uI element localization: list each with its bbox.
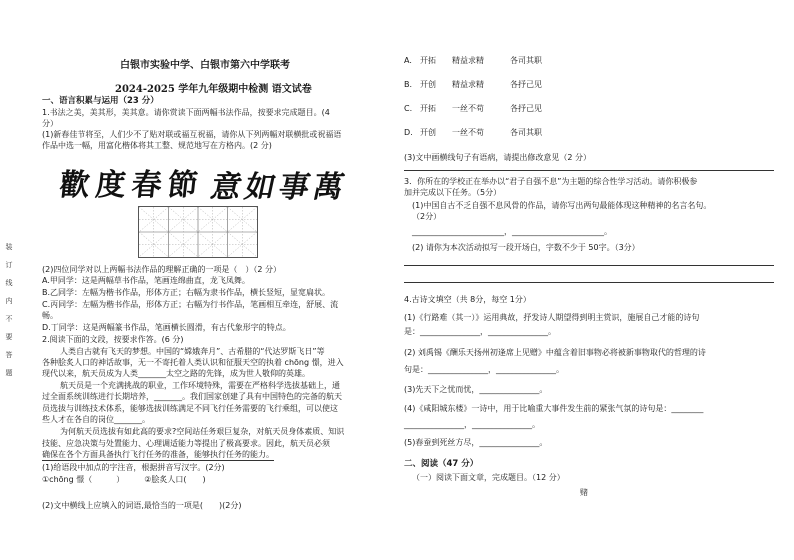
- side-label: 题: [5, 369, 13, 377]
- side-label: 订: [5, 261, 13, 269]
- calligraphy-right: 意如事萬: [207, 170, 351, 205]
- choice-word: 一丝不苟: [452, 104, 484, 113]
- q3-2-question: (2) 请你为本次活动拟写一段开场白，字数不少于 50字。（3分）: [412, 243, 640, 252]
- choice-word: 各抒己见: [510, 80, 542, 89]
- answer-line[interactable]: [404, 265, 774, 266]
- passage-line: 为何航天员选拔有如此高的要求?空间站任务艰巨复杂，对航天员身体素质、知识: [60, 427, 345, 436]
- q2-3-question: (3)文中画横线句子有语病，请提出修改意见（2 分）: [404, 153, 591, 162]
- side-label: 要: [5, 333, 13, 341]
- q3-1-answer-blank[interactable]: _______________________，_______________________。: [412, 227, 612, 236]
- option-c-cont: 畅。: [42, 311, 58, 320]
- section1-title: 一、语言积累与运用（23 分）: [42, 96, 159, 106]
- passage-line: 航天员是一个充满挑战的职业，工作环境特殊，需要在严格科学选拔基础上，通: [60, 381, 340, 390]
- q3-intro-cont: 加并完成以下任务。（5分）: [404, 188, 502, 197]
- option-a: A.甲同学：这是两幅草书作品，笔画连绵曲直，龙飞凤舞。: [42, 276, 250, 285]
- q4-5-answer[interactable]: (5)春蚕到死丝方尽，_______________。: [404, 438, 548, 447]
- choice-word: 各司其职: [510, 128, 542, 137]
- q2-1-question: (1)给语段中加点的字注音，根据拼音写汉字。(2分): [42, 463, 225, 472]
- choice-word: 开拓: [420, 104, 436, 113]
- q1-1-text: (1)新春佳节将至，人们少不了贴对联或福互祝福，请你从下列两幅对联横批或祝福语: [42, 130, 342, 139]
- choice-word: 精益求精: [452, 80, 484, 89]
- q4-title: 4.古诗文填空（共 8分，每空 1分）: [404, 295, 531, 304]
- q2-intro: 2.阅读下面的文段，按要求作答。(6 分): [42, 335, 184, 344]
- q4-4-answer[interactable]: _______________，_______________。: [404, 420, 540, 429]
- passage-line: 现代以来，航天员成为人类_______太空之路的先锋，成为世人敬仰的英雄。: [42, 369, 310, 378]
- choice-word: 开拓: [420, 56, 436, 65]
- side-label: 不: [5, 315, 13, 323]
- choice-word: 精益求精: [452, 56, 484, 65]
- writing-grid[interactable]: [138, 206, 258, 258]
- section2-title: 二、阅读（47 分）: [404, 459, 479, 469]
- q3-1-question-cont: （2分）: [412, 212, 442, 221]
- q1-1-text-cont: 作品中选一幅，用富化楷体将其工整、规范地写在方格内。(2 分): [42, 141, 272, 150]
- q4-3-answer[interactable]: (3)先天下之忧而忧，_______________。: [404, 385, 548, 394]
- q2-1-items[interactable]: ①chōng 憬（ ） ②脍炙人口( ): [42, 475, 206, 484]
- side-label: 内: [5, 297, 13, 305]
- q1-intro-cont: 分）: [42, 119, 58, 128]
- option-c: C.丙同学：左幅为楷书作品，形体方正；右幅为行书作品，笔画相互牵连，舒展、流: [42, 300, 339, 309]
- choice-word: 开创: [420, 80, 436, 89]
- q1-2-question: (2)四位同学对以上两幅书法作品的理解正确的一项是（ ）（2 分）: [42, 265, 281, 274]
- choice-word: 开创: [420, 128, 436, 137]
- option-b: B.乙同学：左幅为楷书作品，形体方正；右幅为隶书作品，横长竖短，显宽扁状。: [42, 288, 331, 297]
- answer-line[interactable]: [404, 170, 774, 171]
- passage-line: 人类自古就有飞天的梦想。中国的“嫦娥奔月”、古希腊的“代达罗斯飞日”等: [60, 347, 325, 356]
- exam-title: 2024-2025 学年九年级期中检测 语文试卷: [115, 84, 312, 95]
- choice-letter[interactable]: A.: [404, 56, 412, 65]
- grid-lines: [139, 207, 257, 257]
- choice-word: 各抒己见: [510, 104, 542, 113]
- sec2-part1: （一）阅读下面文章，完成题目。（12 分）: [412, 473, 565, 482]
- choice-letter[interactable]: D.: [404, 128, 413, 137]
- calligraphy-left: 歡度春節: [57, 168, 206, 203]
- article-title: 赌: [580, 488, 588, 497]
- q3-intro: 3．你所在的学校正在举办以“君子自强不息”为主题的综合性学习活动。请你积极参: [404, 177, 698, 186]
- option-d: D.丁同学：这是两幅篆书作品，笔画横长圆滑，有古代象形字的特点。: [42, 323, 291, 332]
- choice-word: 一丝不苟: [452, 128, 484, 137]
- choice-letter[interactable]: B.: [404, 80, 413, 89]
- side-label: 装: [5, 243, 13, 251]
- q4-2-answer[interactable]: 句是：_______________，_______________。: [404, 365, 564, 374]
- passage-line: 技能、应急决策与处置能力、心理调适能力等提出了极高要求。因此，航天员必须: [42, 439, 330, 448]
- side-label: 答: [5, 351, 13, 359]
- passage-line: 些人才在各自的岗位_______。: [42, 415, 150, 424]
- q4-4-question: (4)《咸阳城东楼》一诗中，用于比喻重大事件发生前的紧张气氛的诗句是：________: [404, 404, 704, 413]
- side-label: 线: [5, 279, 13, 287]
- passage-underlined-sentence: 确保在各个方面具备执行飞行任务的准备，能够执行任务的能力。: [42, 450, 274, 459]
- passage-line: 员选拔与训练技术体系，能够选拔训练满足不同飞行任务需要的飞行乘组，可以使这: [42, 404, 338, 413]
- q2-2-question: (2)文中横线上应填入的词语,最恰当的一项是( )(2分): [42, 501, 242, 510]
- passage-line: 各种脍炙人口的神话故事，无一不寄托着人类认识和征服天空的执着 chōng 憬，进入: [42, 358, 344, 367]
- passage-line: 过全面系统训练进行长期培养，_______。我们国家创建了具有中国特色的完备的航天: [42, 392, 342, 401]
- q4-1-answer[interactable]: 是：_______________，_______________。: [404, 327, 556, 336]
- answer-line[interactable]: [404, 282, 774, 283]
- q1-intro: 1.书法之美，美其形，美其意。请你赏读下面两幅书法作品，按要求完成题目。(4: [42, 108, 330, 117]
- choice-letter[interactable]: C.: [404, 104, 413, 113]
- q4-2-question: (2) 刘禹锡《酬乐天扬州初逢席上见赠》中蕴含着旧事物必将被新事物取代的哲理的诗: [404, 348, 706, 357]
- q3-1-question: (1)中国自古不乏自强不息风骨的作品，请你写出两句最能体现这种精神的名言名句。: [412, 201, 712, 210]
- choice-word: 各司其职: [510, 56, 542, 65]
- school-title: 白银市实验中学、白银市第六中学联考: [120, 60, 290, 71]
- q4-1-question: (1)《行路难（其一）》运用典故，抒发诗人期望得到明主赏识，施展自己才能的诗句: [404, 313, 700, 322]
